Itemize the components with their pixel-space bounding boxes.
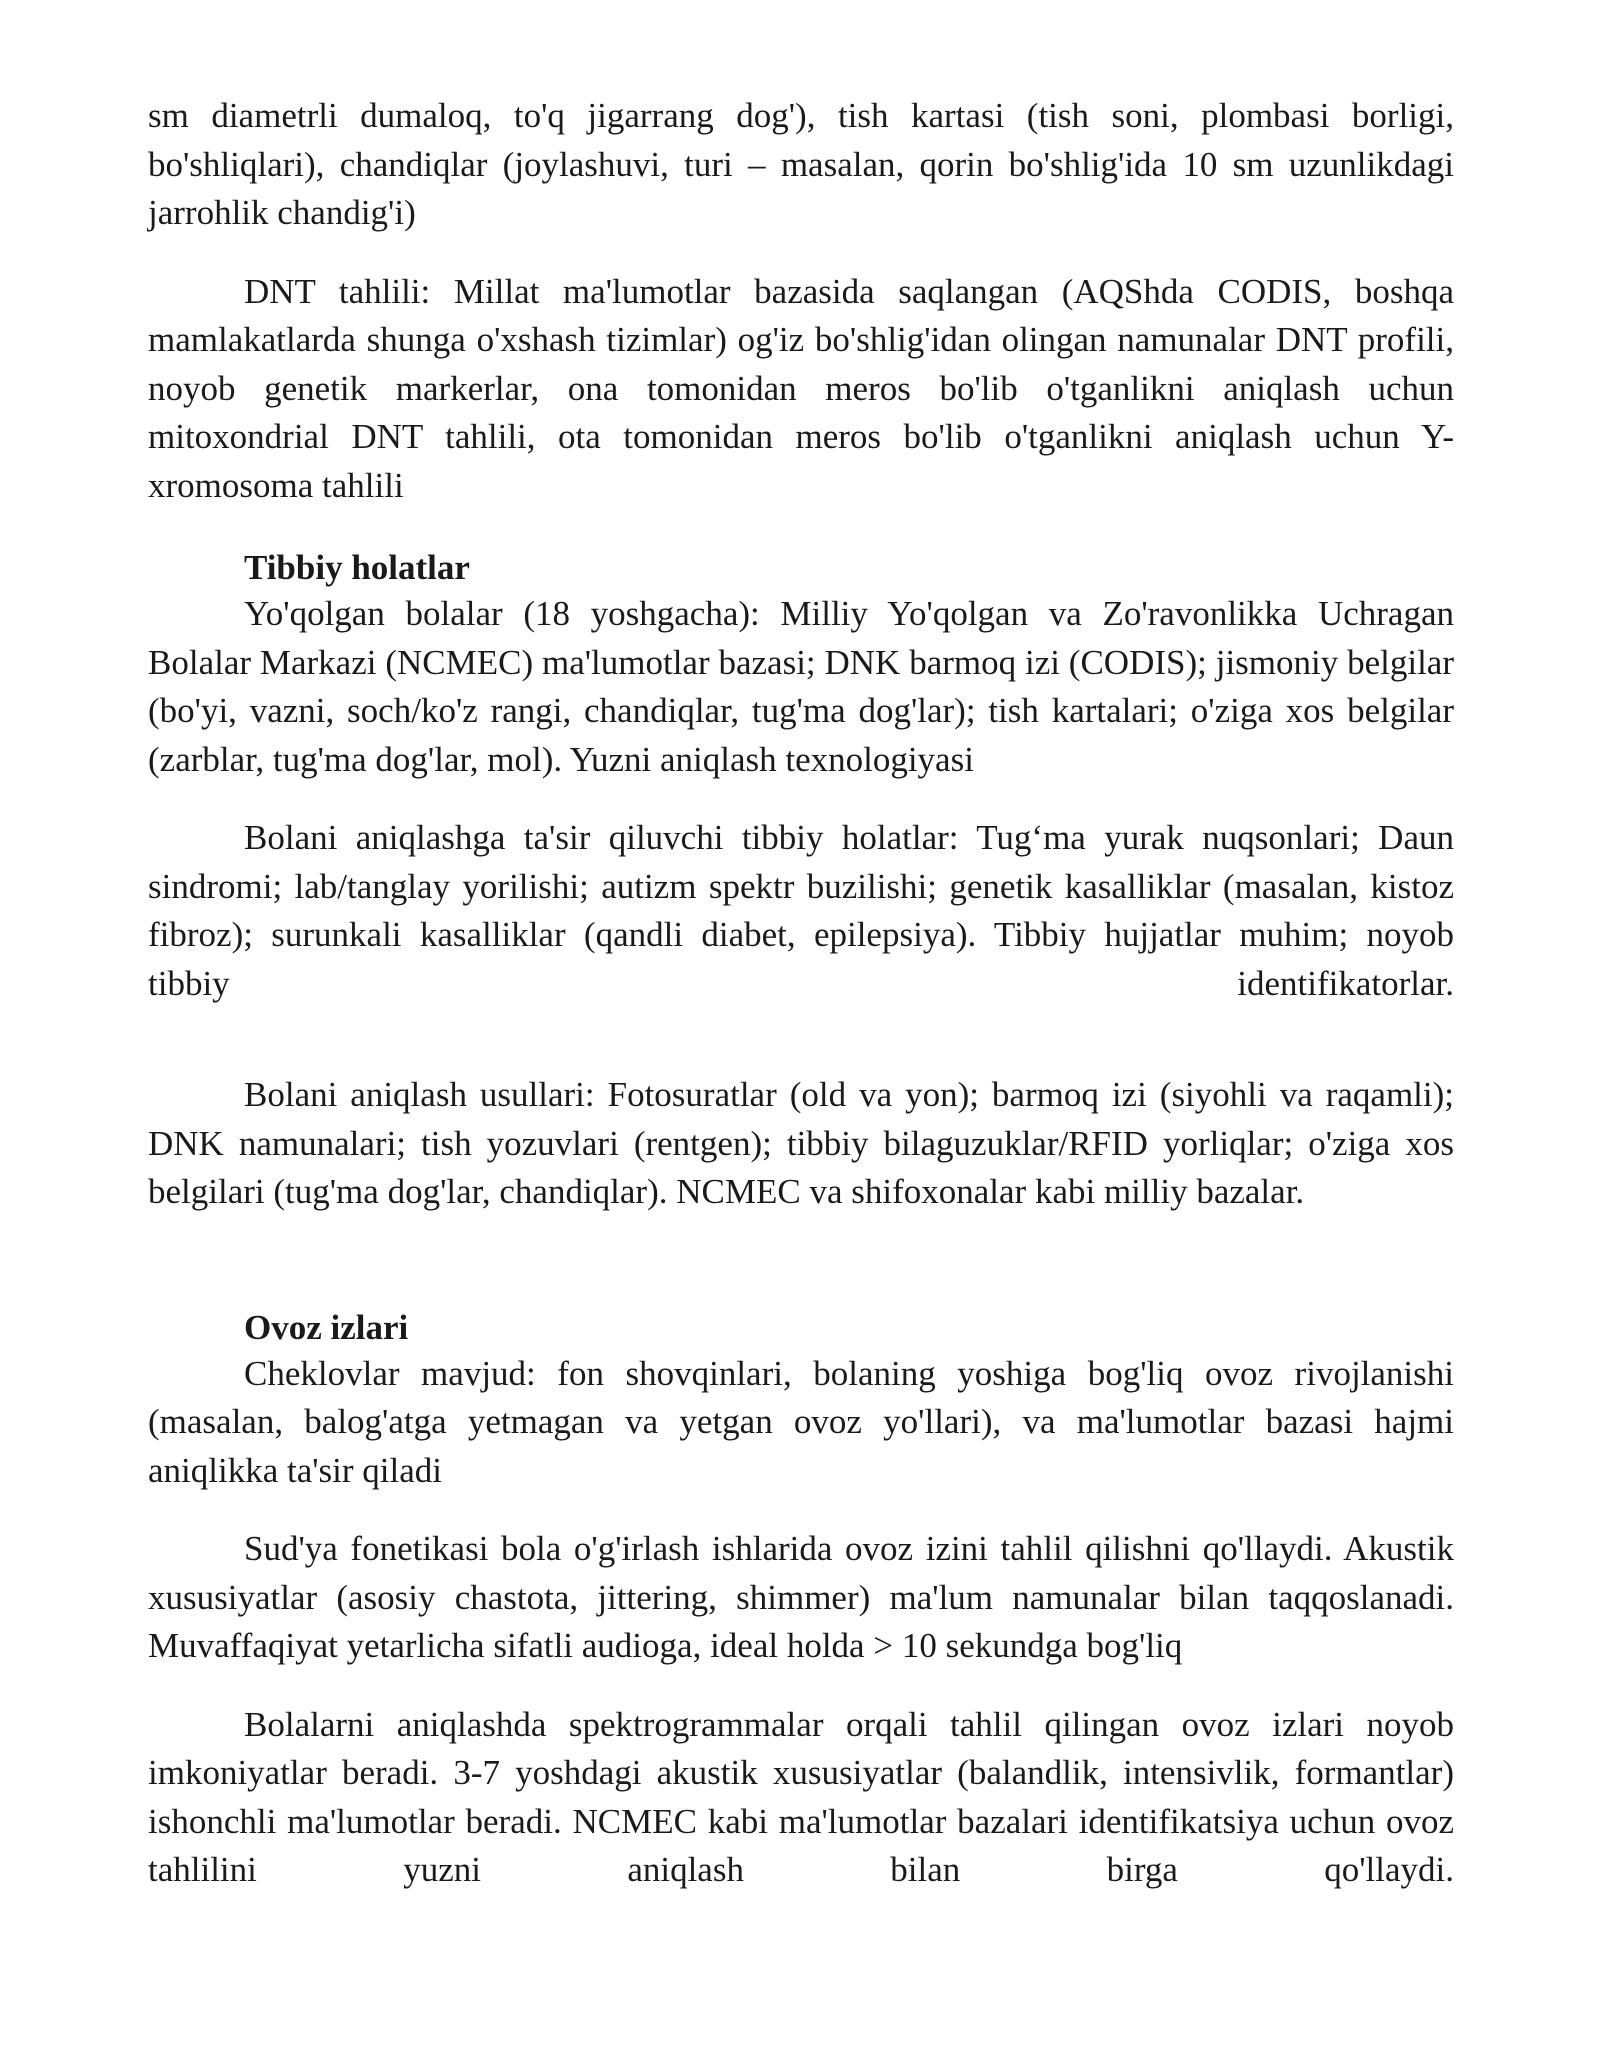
paragraph-spectrograms: Bolalarni aniqlashda spektrogrammalar orqali tahlil qilingan ovoz izlari noyob imkoniyatlar beradi. 3-7 yoshdagi akustik xususiyatlar (balandlik, intensivlik, formantlar) ishonchli ma'lumotlar beradi. NCMEC kabi ma'lumotlar bazalari identifikatsiya uchun ovoz tahlilini yuzni aniqlash bilan birga qo'llaydi. <box>148 1704 1454 1889</box>
paragraph-limitations: Cheklovlar mavjud: fon shovqinlari, bolaning yoshiga bog'liq ovoz rivojlanishi (masalan, balog'atga yetmagan va yetgan ovoz yo'llari), va ma'lumotlar bazasi hajmi aniqlikka ta'sir qiladi <box>148 1353 1454 1490</box>
heading-voice-prints: Ovoz izlari <box>244 1307 409 1347</box>
document-page <box>148 92 1454 1895</box>
paragraph-dna-analysis: DNT tahlili: Millat ma'lumotlar bazasida saqlangan (AQShda CODIS, boshqa mamlakatlarda shunga o'xshash tizimlar) og'iz bo'shlig'idan olingan namunalar DNT profili, noyob genetik markerlar, ona tomonidan meros bo'lib o'tganlikni aniqlash uchun mitoxondrial DNT tahlili, ota tomonidan meros bo'lib o'tganlikni aniqlash uchun Y-xromosoma tahlili <box>148 271 1454 505</box>
paragraph-medical-conditions: Bolani aniqlashga ta'sir qiluvchi tibbiy holatlar: Tug‘ma yurak nuqsonlari; Daun sindromi; lab/tanglay yorilishi; autizm spektr buzilishi; genetik kasalliklar (masalan, kistoz fibroz); surunkali kasalliklar (qandli diabet, epilepsiya). Tibbiy hujjatlar muhim; noyob tibbiy identifikatorlar. <box>148 818 1454 1003</box>
paragraph-identifying-marks: sm diametrli dumaloq, to'q jigarrang dog'), tish kartasi (tish soni, plombasi borligi, bo'shliqlari), chandiqlar (joylashuvi, turi – masalan, qorin bo'shlig'ida 10 sm uzunlikdagi jarrohlik chandig'i) <box>148 96 1454 232</box>
heading-medical-conditions: Tibbiy holatlar <box>244 548 470 587</box>
paragraph-identification-methods: Bolani aniqlash usullari: Fotosuratlar (old va yon); barmoq izi (siyohli va raqamli); DNK namunalari; tish yozuvlari (rentgen); tibbiy bilaguzuklar/RFID yorliqlar; o'ziga xos belgilari (tug'ma dog'lar, chandiqlar). NCMEC va shifoxonalar kabi milliy bazalar. <box>148 1075 1454 1211</box>
paragraph-missing-children: Yo'qolgan bolalar (18 yoshgacha): Milliy Yo'qolgan va Zo'ravonlikka Uchragan Bolalar Markazi (NCMEC) ma'lumotlar bazasi; DNK barmoq izi (CODIS); jismoniy belgilar (bo'yi, vazni, soch/ko'z rangi, chandiqlar, tug'ma dog'lar); tish kartalari; o'ziga xos belgilar (zarblar, tug'ma dog'lar, mol). Yuzni aniqlash texnologiyasi <box>148 594 1454 779</box>
paragraph-forensic-phonetics: Sud'ya fonetikasi bola o'g'irlash ishlarida ovoz izini tahlil qilishni qo'llaydi. Akustik xususiyatlar (asosiy chastota, jittering, shimmer) ma'lum namunalar bilan taqqoslanadi. Muvaffaqiyat yetarlicha sifatli audioga, ideal holda > 10 sekundga bog'liq <box>148 1529 1454 1665</box>
